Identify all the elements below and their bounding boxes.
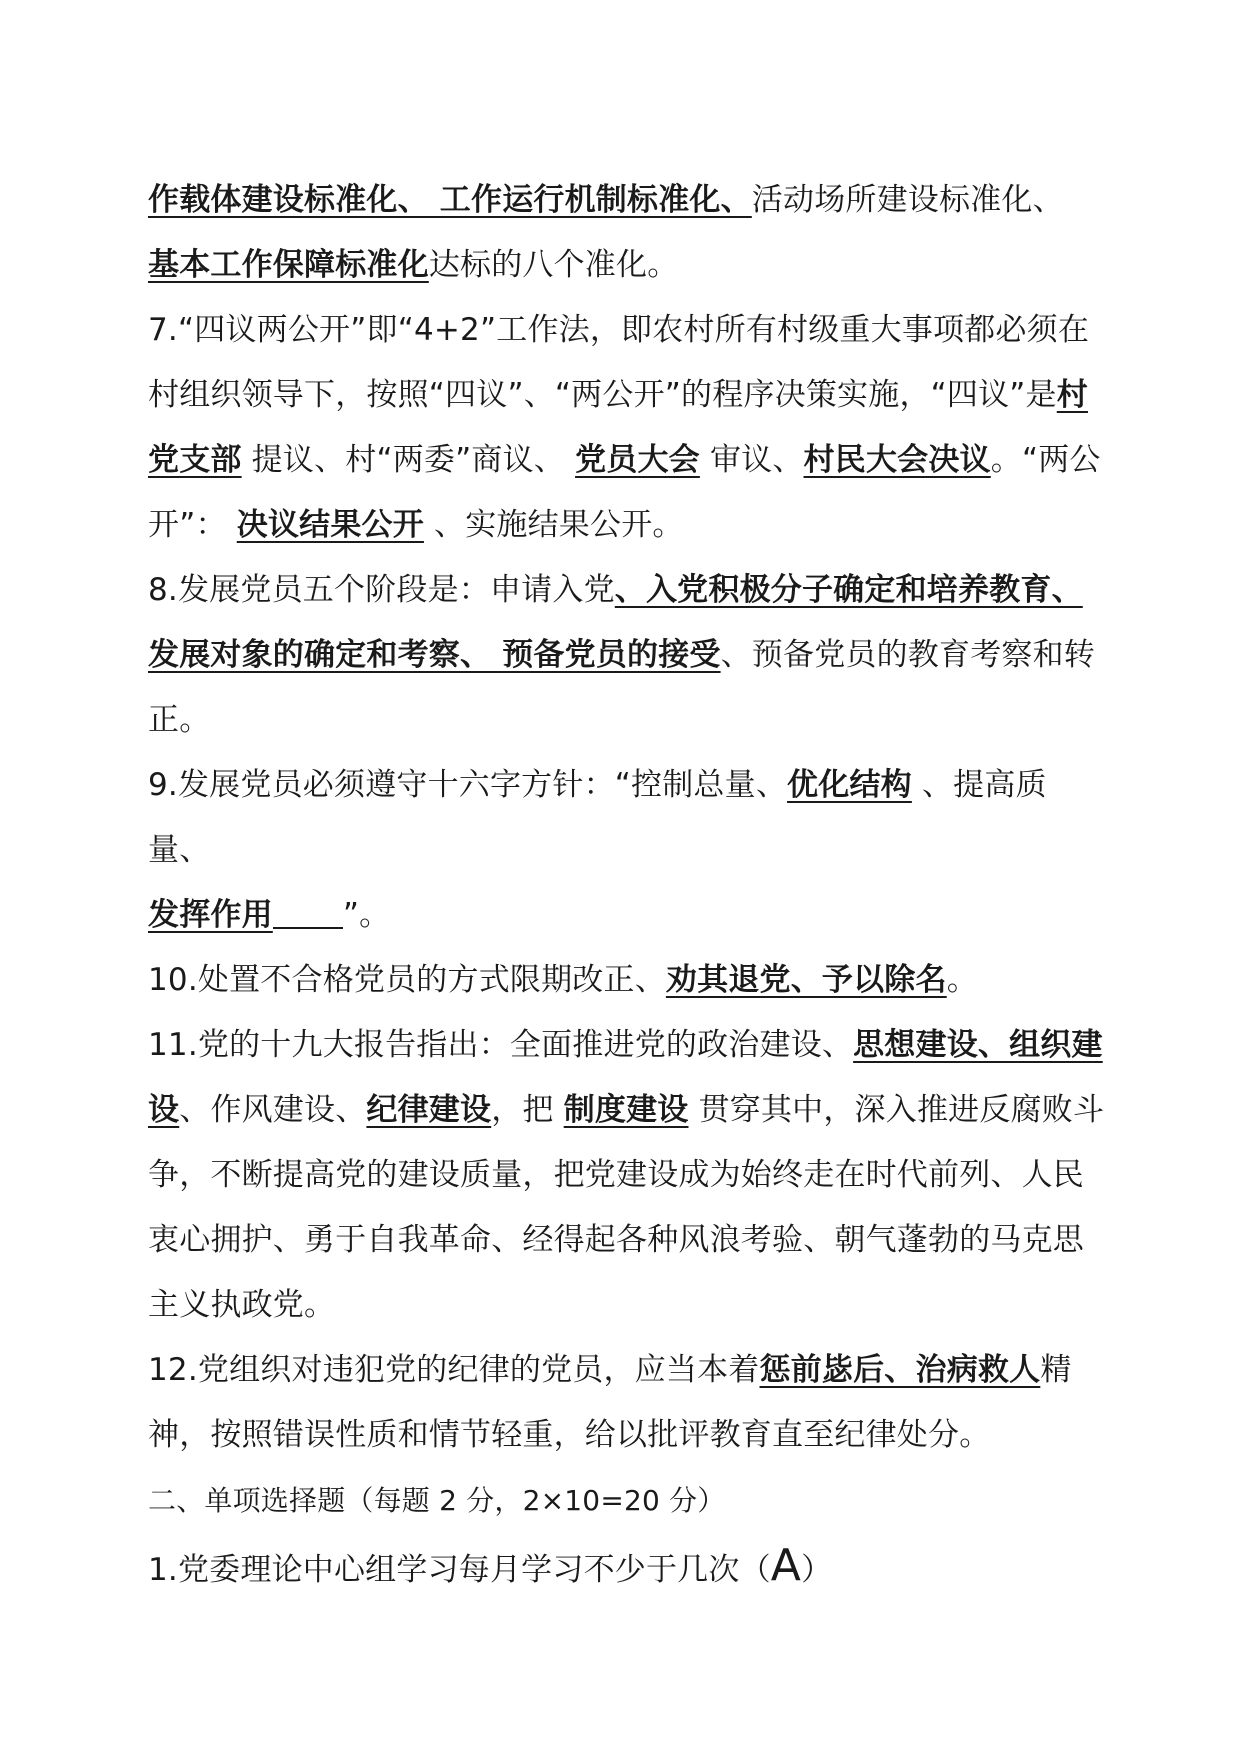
question-9	[148, 753, 1108, 948]
answer-text: 决议结果公开	[236, 507, 424, 543]
answer-text: 党员大会	[575, 442, 700, 478]
answer-text: 优化结构	[787, 767, 912, 803]
answer-text: 劝其退党、予以除名	[665, 962, 947, 998]
body-text: ）	[801, 1552, 833, 1588]
body-text: 、提高质量、	[148, 767, 1047, 868]
answer-text: 制度建设	[563, 1092, 689, 1128]
body-text: 12.党组织对违犯党的纪律的党员，应当本着	[148, 1352, 760, 1388]
body-text: 9.发展党员必须遵守十六字方针：“控制总量、	[148, 767, 788, 803]
choice-answer: A	[770, 1540, 802, 1591]
body-text: 。	[946, 962, 978, 998]
body-text: 提议、村“两委”商议、	[251, 442, 565, 478]
body-text: 活动场所建设标准化、	[751, 182, 1064, 218]
choice-question-1	[148, 1533, 1108, 1603]
section-heading: 二、单项选择题（每题 2 分，2×10=20 分）	[148, 1484, 726, 1517]
body-text: 1.党委理论中心组学习每月学习不少于几次（	[148, 1552, 771, 1588]
answer-blank	[273, 897, 343, 929]
body-text: 10.处置不合格党员的方式限期改正、	[148, 962, 666, 998]
answer-text: 、入党积极分子确定和培养教育、发展对象的确定和考察、 预备党员的接受	[148, 572, 1083, 673]
answer-text: 发挥作用	[148, 897, 273, 933]
answer-text: 思想建设、组织建设	[148, 1027, 1103, 1128]
answer-text: 惩前毖后、治病救人	[759, 1352, 1041, 1388]
answer-text: 作载体建设标准化、 工作运行机制标准化、	[148, 182, 752, 218]
answer-text: 基本工作保障标准化	[148, 247, 429, 283]
body-text: 7.“四议两公开”即“4+2”工作法，即农村所有村级重大事项都必须在村组织领导下，按照“四议”、“两公开”的程序决策实施，“四议”是	[148, 312, 1090, 413]
answer-text: 村党支部	[148, 377, 1088, 478]
body-text: ，把	[491, 1092, 554, 1128]
document-body	[148, 168, 1108, 1603]
body-text: 、实施结果公开。	[434, 507, 684, 543]
paragraph-standardization	[148, 168, 1108, 298]
question-8	[148, 558, 1108, 753]
body-text: 。“两公开”：	[148, 442, 1101, 543]
body-text: 审议、	[709, 442, 804, 478]
question-10	[148, 948, 1108, 1013]
body-text: 贯穿其中，深入推进反腐败斗争，不断提高党的建设质量，把党建设成为始终走在时代前列、人民衷心拥护、勇于自我革命、经得起各种风浪考验、朝气蓬勃的马克思主义执政党。	[148, 1092, 1105, 1323]
question-12	[148, 1338, 1108, 1468]
answer-text: 村民大会决议	[803, 442, 991, 478]
question-11	[148, 1013, 1108, 1338]
body-text: 8.发展党员五个阶段是：申请入党	[148, 572, 615, 608]
body-text: 达标的八个准化。	[428, 247, 679, 283]
body-text: ”。	[342, 897, 391, 933]
question-7	[148, 298, 1108, 558]
answer-text: 纪律建设	[366, 1092, 492, 1128]
body-text: 、预备党员的教育考察和转正。	[148, 637, 1095, 738]
body-text: 11.党的十九大报告指出：全面推进党的政治建设、	[148, 1027, 854, 1063]
body-text: 精神，按照错误性质和情节轻重，给以批评教育直至纪律处分。	[148, 1352, 1072, 1453]
body-text: 、作风建设、	[179, 1092, 367, 1128]
